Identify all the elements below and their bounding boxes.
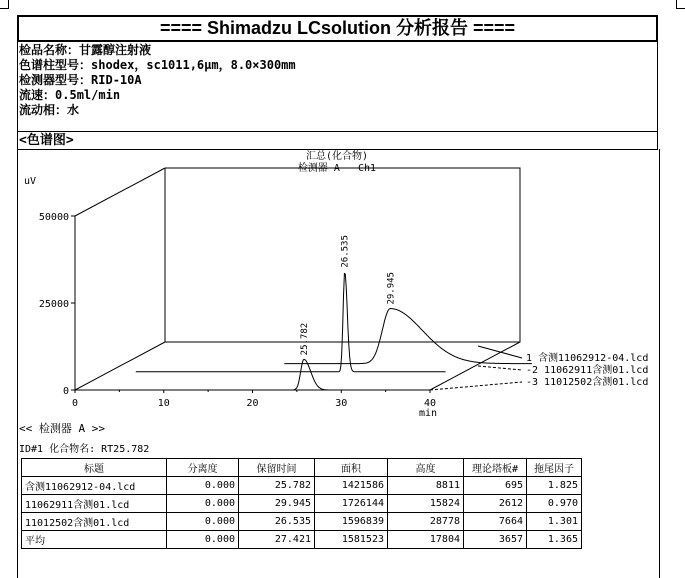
y-tick-label: 50000 <box>38 212 69 223</box>
col-resolution: 分离度 <box>167 459 239 477</box>
col-retention-time: 保留时间 <box>239 459 315 477</box>
cell-area: 1726144 <box>315 495 388 513</box>
sample-name-label: 检品名称： <box>19 43 80 57</box>
series-traces <box>136 274 532 391</box>
chart-subtitle: 检测器 A - Ch1 <box>297 163 377 174</box>
sample-name-value: 甘露醇注射液 <box>79 43 152 57</box>
cell-retention-time: 27.421 <box>239 531 315 549</box>
legend-leader-line <box>478 346 522 358</box>
cell-retention-time: 29.945 <box>239 495 315 513</box>
report-title: ==== Shimadzu LCsolution 分析报告 ==== <box>17 15 658 42</box>
cell-resolution: 0.000 <box>167 531 239 549</box>
legend-leader-line <box>478 366 522 370</box>
cell-resolution: 0.000 <box>167 495 239 513</box>
axes-3d-box <box>75 168 520 390</box>
section-chromatogram: <色谱图> <box>17 131 658 150</box>
cell-area: 1596839 <box>315 513 388 531</box>
table-header-row <box>22 459 582 477</box>
column-label: 色谱柱型号： <box>19 58 92 72</box>
y-tick-label: 25000 <box>38 299 69 310</box>
cell-resolution: 0.000 <box>167 513 239 531</box>
results-table <box>21 458 582 549</box>
legend-entry: -3 11012502含测01.lcd <box>526 377 649 388</box>
legend-entry: -2 11062911含测01.lcd <box>526 365 649 376</box>
cell-title: 平均 <box>22 531 167 549</box>
peak-label: 26.535 <box>340 235 351 268</box>
compound-id-line: ID#1 化合物名: RT25.782 <box>19 444 150 455</box>
table-row <box>22 513 582 531</box>
cell-title: 11012502含测01.lcd <box>22 513 167 531</box>
axis-ticks <box>39 212 436 409</box>
col-tailing: 拖尾因子 <box>527 459 582 477</box>
cell-retention-time: 26.535 <box>239 513 315 531</box>
cell-tailing: 1.825 <box>527 477 582 495</box>
depth-edge-bottom-left <box>75 342 165 390</box>
col-area: 面积 <box>315 459 388 477</box>
column-value: shodex，sc1011,6μm，8.0×300mm <box>91 58 296 72</box>
cell-plates: 695 <box>464 477 527 495</box>
cell-plates: 3657 <box>464 531 527 549</box>
flow-label: 流速： <box>19 88 56 102</box>
flow-value: 0.5ml/min <box>55 88 121 102</box>
detector-value: RID-10A <box>91 73 142 87</box>
trace-series-3 <box>136 274 446 372</box>
y-axis-label: uV <box>24 176 37 187</box>
x-tick-label: 30 <box>335 398 348 409</box>
cell-plates: 2612 <box>464 495 527 513</box>
cell-tailing: 0.970 <box>527 495 582 513</box>
cell-plates: 7664 <box>464 513 527 531</box>
cell-title: 11062911含测01.lcd <box>22 495 167 513</box>
legend-entry: 1 含测11062912-04.lcd <box>526 353 649 364</box>
x-axis-label: min <box>419 408 438 419</box>
depth-edge-top-left <box>75 168 165 216</box>
legend <box>430 346 648 390</box>
cell-height: 15824 <box>388 495 464 513</box>
cell-height: 28778 <box>388 513 464 531</box>
cell-tailing: 1.365 <box>527 531 582 549</box>
table-row <box>22 477 582 495</box>
cell-height: 8811 <box>388 477 464 495</box>
y-tick-label: 0 <box>62 386 69 397</box>
x-tick-label: 0 <box>71 398 79 409</box>
cell-tailing: 1.301 <box>527 513 582 531</box>
peak-label: 25.782 <box>299 322 310 356</box>
cell-area: 1421586 <box>315 477 388 495</box>
col-plates: 理论塔板# <box>464 459 527 477</box>
cell-retention-time: 25.782 <box>239 477 315 495</box>
table-row-average <box>22 531 582 549</box>
table-row <box>22 495 582 513</box>
col-height: 高度 <box>388 459 464 477</box>
peak-label: 29.945 <box>386 272 397 305</box>
x-tick-label: 40 <box>423 398 437 409</box>
cell-resolution: 0.000 <box>167 477 239 495</box>
x-tick-label: 10 <box>157 398 170 409</box>
x-tick-label: 20 <box>246 398 259 409</box>
cell-height: 17804 <box>388 531 464 549</box>
detector-label: 检测器型号： <box>19 73 92 87</box>
depth-edge-bottom-right <box>430 342 520 390</box>
detector-a-heading: << 检测器 A >> <box>19 422 105 435</box>
col-title: 标题 <box>22 459 167 477</box>
mobile-phase-value: 水 <box>67 103 80 117</box>
cell-area: 1581523 <box>315 531 388 549</box>
mobile-phase-label: 流动相： <box>19 103 68 117</box>
cell-title: 含测11062912-04.lcd <box>22 477 167 495</box>
chart-title: 汇总(化合物) <box>305 151 369 162</box>
